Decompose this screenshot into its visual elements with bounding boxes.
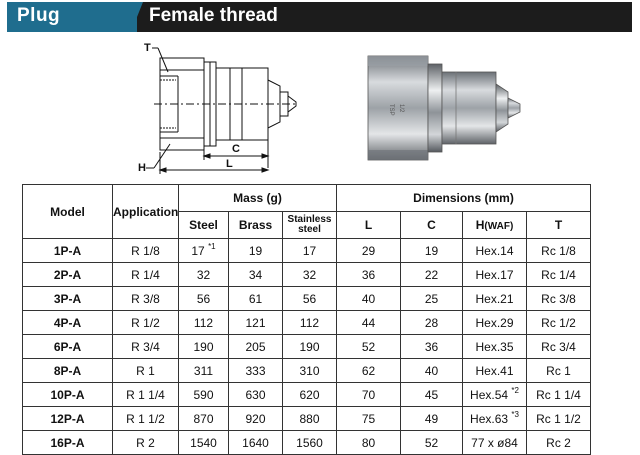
h-cell-value: Hex.35 <box>475 339 514 354</box>
h-cell-value: Hex.14 <box>475 243 514 258</box>
c-cell-value: 28 <box>424 315 439 330</box>
footnote-marker: *3 <box>511 409 519 419</box>
application-cell-value: R 3/8 <box>131 291 160 306</box>
brass-cell-value: 61 <box>248 291 263 306</box>
header-h <box>463 212 527 239</box>
steel-cell-value: 1540 <box>190 435 217 450</box>
stainless-cell-value: 620 <box>299 387 320 402</box>
t-cell-value: Rc 2 <box>546 435 571 450</box>
h-cell <box>463 359 527 383</box>
stainless-cell-value: 880 <box>299 411 320 426</box>
t-cell <box>527 311 591 335</box>
stainless-cell-value: 112 <box>299 315 320 330</box>
model-cell-value: 12P-A <box>50 411 85 426</box>
model-cell <box>23 431 113 455</box>
header-model: Model <box>23 185 113 239</box>
steel-cell <box>179 239 229 263</box>
product-photo <box>350 48 530 168</box>
table-row <box>23 431 591 455</box>
application-cell <box>113 287 179 311</box>
steel-cell <box>179 311 229 335</box>
brass-cell-value: 19 <box>248 243 263 258</box>
l-cell-value: 52 <box>361 339 376 354</box>
header-application: Application <box>113 185 179 239</box>
l-cell <box>337 239 401 263</box>
application-cell <box>113 359 179 383</box>
brass-cell <box>229 311 283 335</box>
c-cell-value: 52 <box>424 435 439 450</box>
model-cell <box>23 287 113 311</box>
steel-cell <box>179 263 229 287</box>
header-h-letter: H <box>475 218 485 232</box>
h-cell <box>463 239 527 263</box>
c-cell <box>401 335 463 359</box>
application-cell-value: R 1/2 <box>131 315 160 330</box>
c-cell-value: 19 <box>424 243 439 258</box>
t-cell-value: Rc 3/8 <box>541 291 576 306</box>
application-cell <box>113 239 179 263</box>
c-cell <box>401 431 463 455</box>
technical-drawing <box>130 36 300 178</box>
application-cell-value: R 1 1/4 <box>126 387 165 402</box>
stainless-cell-value: 1560 <box>296 435 323 450</box>
brass-cell-value: 920 <box>245 411 266 426</box>
steel-cell <box>179 287 229 311</box>
h-cell <box>463 287 527 311</box>
stainless-cell-value: 190 <box>299 339 320 354</box>
brass-cell <box>229 359 283 383</box>
stainless-cell <box>283 263 337 287</box>
model-cell-value: 10P-A <box>50 387 85 402</box>
model-cell-value: 6P-A <box>53 339 82 354</box>
stainless-cell-value: 17 <box>302 243 317 258</box>
t-cell <box>527 383 591 407</box>
label-h: H <box>138 162 146 174</box>
model-cell-value: 3P-A <box>53 291 82 306</box>
t-cell <box>527 239 591 263</box>
steel-cell-value: 311 <box>193 363 214 378</box>
steel-cell-value: 190 <box>193 339 214 354</box>
t-cell <box>527 263 591 287</box>
application-cell-value: R 1 <box>136 363 155 378</box>
plug-badge-label: Plug <box>17 5 61 26</box>
header-stainless-line1: Stainless <box>287 214 332 225</box>
brass-cell <box>229 239 283 263</box>
table-row <box>23 407 591 431</box>
h-cell <box>463 335 527 359</box>
application-cell <box>113 407 179 431</box>
model-cell <box>23 407 113 431</box>
table-row <box>23 335 591 359</box>
steel-cell-value: 870 <box>193 411 214 426</box>
application-cell <box>113 311 179 335</box>
label-t: T <box>144 42 151 54</box>
t-cell-value: Rc 3/4 <box>541 339 576 354</box>
application-cell <box>113 431 179 455</box>
header-stainless-line2: steel <box>298 224 321 235</box>
c-cell-value: 45 <box>424 387 439 402</box>
brass-cell <box>229 407 283 431</box>
stainless-cell <box>283 239 337 263</box>
brass-cell <box>229 431 283 455</box>
footnote-marker: *2 <box>511 385 519 395</box>
stainless-cell <box>283 407 337 431</box>
steel-cell-value: 32 <box>196 267 211 282</box>
table-row <box>23 239 591 263</box>
l-cell <box>337 311 401 335</box>
t-cell <box>527 407 591 431</box>
model-cell <box>23 239 113 263</box>
h-cell-value: Hex.21 <box>475 291 514 306</box>
c-cell <box>401 359 463 383</box>
c-cell-value: 22 <box>424 267 439 282</box>
h-cell <box>463 263 527 287</box>
model-cell-value: 8P-A <box>53 363 82 378</box>
steel-cell <box>179 383 229 407</box>
h-cell-value: 77 x ø84 <box>471 435 518 450</box>
steel-cell-value: 17 <box>191 243 205 258</box>
c-cell-value: 49 <box>424 411 439 426</box>
t-cell-value: Rc 1/2 <box>541 315 576 330</box>
application-cell <box>113 263 179 287</box>
label-l: L <box>226 158 233 170</box>
application-cell-value: R 1/8 <box>131 243 160 258</box>
plug-badge <box>7 2 137 32</box>
brass-cell-value: 1640 <box>242 435 269 450</box>
brass-cell <box>229 383 283 407</box>
stainless-cell-value: 56 <box>302 291 317 306</box>
table-row <box>23 311 591 335</box>
brass-cell <box>229 335 283 359</box>
brass-cell <box>229 287 283 311</box>
steel-cell <box>179 407 229 431</box>
c-cell-value: 40 <box>424 363 439 378</box>
c-cell <box>401 239 463 263</box>
spec-table <box>22 184 591 455</box>
t-cell-value: Rc 1 1/2 <box>536 411 581 426</box>
steel-cell <box>179 359 229 383</box>
stainless-cell <box>283 311 337 335</box>
stainless-cell-value: 310 <box>299 363 320 378</box>
model-cell-value: 4P-A <box>53 315 82 330</box>
h-cell <box>463 311 527 335</box>
brass-cell-value: 205 <box>245 339 266 354</box>
l-cell-value: 29 <box>361 243 376 258</box>
header-t: T <box>527 212 591 239</box>
l-cell <box>337 359 401 383</box>
c-cell <box>401 263 463 287</box>
c-cell <box>401 407 463 431</box>
stainless-cell-value: 32 <box>302 267 317 282</box>
brass-cell-value: 333 <box>245 363 266 378</box>
model-cell <box>23 359 113 383</box>
c-cell-value: 25 <box>424 291 439 306</box>
steel-cell <box>179 431 229 455</box>
title-bar <box>7 2 632 32</box>
h-cell-value: Hex.63 <box>470 411 509 426</box>
l-cell-value: 80 <box>361 435 376 450</box>
h-cell <box>463 407 527 431</box>
table-row <box>23 287 591 311</box>
h-cell-value: Hex.54 <box>470 387 509 402</box>
stainless-cell <box>283 383 337 407</box>
stainless-cell <box>283 287 337 311</box>
l-cell-value: 70 <box>361 387 376 402</box>
c-cell <box>401 383 463 407</box>
model-cell-value: 16P-A <box>50 435 85 450</box>
application-cell-value: R 1 1/2 <box>126 411 165 426</box>
footnote-marker: *1 <box>208 241 216 251</box>
l-cell <box>337 287 401 311</box>
h-cell-value: Hex.29 <box>475 315 514 330</box>
l-cell <box>337 335 401 359</box>
badge-wedge <box>131 2 143 32</box>
stainless-cell <box>283 335 337 359</box>
h-cell-value: Hex.41 <box>475 363 514 378</box>
application-cell-value: R 1/4 <box>131 267 160 282</box>
photo-engraving-1: TSP <box>388 104 394 116</box>
section-title: Female thread <box>149 5 278 26</box>
model-cell-value: 1P-A <box>53 243 82 258</box>
table-row <box>23 383 591 407</box>
header-c: C <box>401 212 463 239</box>
steel-cell-value: 590 <box>193 387 214 402</box>
model-cell <box>23 335 113 359</box>
brass-cell-value: 121 <box>245 315 266 330</box>
brass-cell-value: 34 <box>248 267 263 282</box>
l-cell-value: 40 <box>361 291 376 306</box>
header-dimensions: Dimensions (mm) <box>337 185 591 212</box>
c-cell <box>401 311 463 335</box>
steel-cell-value: 112 <box>193 315 214 330</box>
stainless-cell <box>283 431 337 455</box>
t-cell-value: Rc 1/4 <box>541 267 576 282</box>
c-cell-value: 36 <box>424 339 439 354</box>
application-cell <box>113 383 179 407</box>
steel-cell-value: 56 <box>196 291 211 306</box>
header-stainless <box>283 212 337 239</box>
header-mass: Mass (g) <box>179 185 337 212</box>
photo-engraving-2: 1/2 <box>398 104 404 113</box>
model-cell <box>23 263 113 287</box>
l-cell <box>337 383 401 407</box>
t-cell <box>527 287 591 311</box>
t-cell-value: Rc 1 <box>546 363 571 378</box>
model-cell <box>23 311 113 335</box>
table-row <box>23 359 591 383</box>
h-cell-value: Hex.17 <box>475 267 514 282</box>
application-cell-value: R 2 <box>136 435 155 450</box>
h-cell <box>463 383 527 407</box>
l-cell <box>337 431 401 455</box>
header-h-waf: (WAF) <box>484 221 514 232</box>
table-row <box>23 263 591 287</box>
c-cell <box>401 287 463 311</box>
application-cell <box>113 335 179 359</box>
brass-cell-value: 630 <box>245 387 266 402</box>
t-cell-value: Rc 1 1/4 <box>536 387 581 402</box>
t-cell <box>527 359 591 383</box>
l-cell-value: 62 <box>361 363 376 378</box>
l-cell <box>337 407 401 431</box>
header-brass: Brass <box>229 212 283 239</box>
t-cell <box>527 431 591 455</box>
l-cell-value: 75 <box>361 411 376 426</box>
steel-cell <box>179 335 229 359</box>
l-cell-value: 44 <box>361 315 376 330</box>
model-cell-value: 2P-A <box>53 267 82 282</box>
brass-cell <box>229 263 283 287</box>
header-l: L <box>337 212 401 239</box>
stainless-cell <box>283 359 337 383</box>
l-cell <box>337 263 401 287</box>
label-c: C <box>232 143 240 155</box>
h-cell <box>463 431 527 455</box>
model-cell <box>23 383 113 407</box>
l-cell-value: 36 <box>361 267 376 282</box>
t-cell <box>527 335 591 359</box>
t-cell-value: Rc 1/8 <box>541 243 576 258</box>
application-cell-value: R 3/4 <box>131 339 160 354</box>
header-steel: Steel <box>179 212 229 239</box>
